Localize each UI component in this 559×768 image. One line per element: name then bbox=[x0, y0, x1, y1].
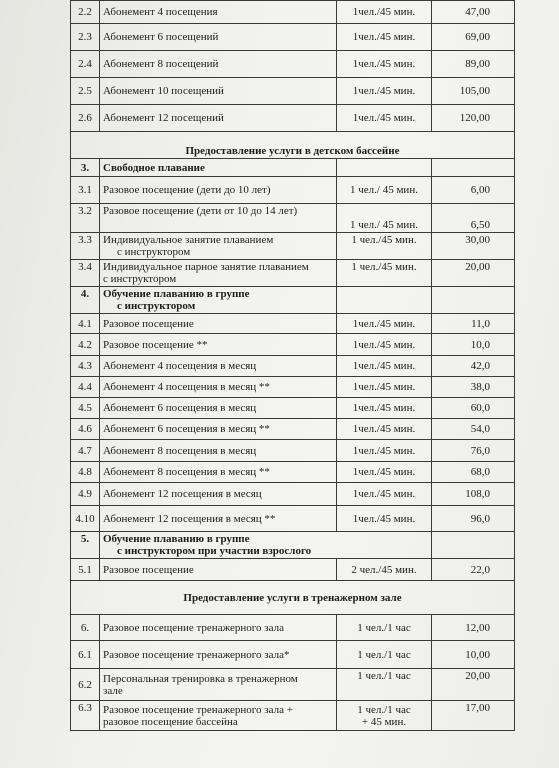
price: 10,0 bbox=[432, 334, 515, 356]
unit: 1чел./45 мин. bbox=[337, 1, 432, 24]
service-name: Абонемент 8 посещения в месяц ** bbox=[100, 462, 337, 483]
price: 120,00 bbox=[432, 105, 515, 132]
unit: 1чел./45 мин. bbox=[337, 24, 432, 51]
service-name: Абонемент 4 посещения в месяц ** bbox=[100, 377, 337, 398]
service-name: Разовое посещение (дети от 10 до 14 лет) bbox=[100, 204, 337, 233]
table-row bbox=[71, 701, 515, 731]
table-row bbox=[71, 233, 515, 260]
row-number: 4.8 bbox=[71, 462, 100, 483]
row-number: 4.2 bbox=[71, 334, 100, 356]
price: 89,00 bbox=[432, 51, 515, 78]
price: 69,00 bbox=[432, 24, 515, 51]
group-title-line2: с инструктором при участии взрослого bbox=[117, 545, 312, 557]
service-name: Абонемент 12 посещений bbox=[100, 105, 337, 132]
price: 76,0 bbox=[432, 440, 515, 462]
unit: 1чел./45 мин. bbox=[337, 483, 432, 506]
row-number: 4.9 bbox=[71, 483, 100, 506]
service-name: Разовое посещение (дети до 10 лет) bbox=[100, 177, 337, 204]
price-table bbox=[70, 0, 515, 731]
service-name: Абонемент 4 посещения bbox=[100, 1, 337, 24]
price: 42,0 bbox=[432, 356, 515, 377]
row-number: 2.4 bbox=[71, 51, 100, 78]
service-name bbox=[100, 669, 337, 701]
table-row bbox=[71, 204, 515, 233]
unit: 1чел./45 мин. bbox=[337, 51, 432, 78]
row-number: 5.1 bbox=[71, 559, 100, 581]
service-name: Абонемент 12 посещения в месяц ** bbox=[100, 506, 337, 532]
unit: 1чел./45 мин. bbox=[337, 462, 432, 483]
service-name: Абонемент 12 посещения в месяц bbox=[100, 483, 337, 506]
price: 47,00 bbox=[432, 1, 515, 24]
service-name: Абонемент 6 посещения в месяц bbox=[100, 398, 337, 419]
empty-cell bbox=[432, 532, 515, 559]
group-title bbox=[100, 287, 337, 314]
row-number: 6.1 bbox=[71, 641, 100, 669]
service-name: Абонемент 8 посещения в месяц bbox=[100, 440, 337, 462]
empty-cell bbox=[432, 159, 515, 177]
price: 60,0 bbox=[432, 398, 515, 419]
unit: 1 чел./1 час bbox=[337, 615, 432, 641]
row-number: 3.2 bbox=[71, 204, 100, 233]
table-row bbox=[71, 398, 515, 419]
service-name-line1: Персональная тренировка в тренажерном bbox=[103, 672, 298, 685]
unit: 1чел./45 мин. bbox=[337, 334, 432, 356]
group-title: Свободное плавание bbox=[100, 159, 337, 177]
price: 22,0 bbox=[432, 559, 515, 581]
price: 108,0 bbox=[432, 483, 515, 506]
table-row bbox=[71, 24, 515, 51]
unit: 1 чел./45 мин. bbox=[337, 260, 432, 287]
unit: 1чел./45 мин. bbox=[337, 506, 432, 532]
price: 10,00 bbox=[432, 641, 515, 669]
group-number: 5. bbox=[71, 532, 100, 559]
table-row bbox=[71, 377, 515, 398]
service-name-line2: зале bbox=[103, 684, 123, 697]
table-row bbox=[71, 177, 515, 204]
empty-cell bbox=[337, 287, 432, 314]
service-name-line2: с инструктором bbox=[103, 273, 177, 285]
unit: 1чел./45 мин. bbox=[337, 105, 432, 132]
table-row bbox=[71, 419, 515, 440]
table-row bbox=[71, 669, 515, 701]
table-row bbox=[71, 641, 515, 669]
price: 20,00 bbox=[432, 260, 515, 287]
row-number: 4.3 bbox=[71, 356, 100, 377]
table-row bbox=[71, 462, 515, 483]
section-row bbox=[71, 581, 515, 615]
table-row bbox=[71, 559, 515, 581]
service-name-line1: Разовое посещение тренажерного зала + bbox=[103, 703, 293, 716]
price: 12,00 bbox=[432, 615, 515, 641]
group-row bbox=[71, 532, 515, 559]
row-number: 6.3 bbox=[71, 701, 100, 731]
group-title-line1: Обучение плаванию в группе bbox=[103, 533, 250, 545]
table-row bbox=[71, 314, 515, 334]
unit: 1чел./45 мин. bbox=[337, 440, 432, 462]
table-row bbox=[71, 334, 515, 356]
price: 105,00 bbox=[432, 78, 515, 105]
row-number: 2.2 bbox=[71, 1, 100, 24]
unit-line1: 1 чел./1 час bbox=[357, 703, 411, 716]
service-name bbox=[100, 260, 337, 287]
service-name-line2: разовое посещение бассейна bbox=[103, 715, 238, 728]
price: 54,0 bbox=[432, 419, 515, 440]
price: 20,00 bbox=[432, 669, 515, 701]
service-name: Абонемент 8 посещений bbox=[100, 51, 337, 78]
table-row bbox=[71, 260, 515, 287]
table-row bbox=[71, 105, 515, 132]
empty-cell bbox=[337, 159, 432, 177]
unit: 1чел./45 мин. bbox=[337, 314, 432, 334]
unit: 1 чел./1 час bbox=[337, 669, 432, 701]
row-number: 4.6 bbox=[71, 419, 100, 440]
service-name bbox=[100, 233, 337, 260]
section-title-gym: Предоставление услуги в тренажерном зале bbox=[71, 581, 515, 615]
unit: 1 чел./1 час bbox=[337, 641, 432, 669]
unit: 1чел./45 мин. bbox=[337, 356, 432, 377]
unit: 1 чел./ 45 мин. bbox=[337, 204, 432, 233]
table-row bbox=[71, 483, 515, 506]
price: 17,00 bbox=[432, 701, 515, 731]
row-number: 2.3 bbox=[71, 24, 100, 51]
unit-line2: + 45 мин. bbox=[361, 715, 407, 728]
service-name-line2: с инструктором bbox=[117, 246, 191, 258]
service-name bbox=[100, 701, 337, 731]
table-row bbox=[71, 356, 515, 377]
row-number: 4.10 bbox=[71, 506, 100, 532]
service-name-line1: Индивидуальное занятие плаванием bbox=[103, 234, 274, 246]
price: 6,00 bbox=[432, 177, 515, 204]
row-number: 6. bbox=[71, 615, 100, 641]
row-number: 3.3 bbox=[71, 233, 100, 260]
table-row bbox=[71, 78, 515, 105]
price: 11,0 bbox=[432, 314, 515, 334]
price: 30,00 bbox=[432, 233, 515, 260]
table-row bbox=[71, 1, 515, 24]
group-title bbox=[100, 532, 432, 559]
group-row bbox=[71, 287, 515, 314]
row-number: 2.6 bbox=[71, 105, 100, 132]
group-number: 4. bbox=[71, 287, 100, 314]
section-row bbox=[71, 132, 515, 159]
service-name: Разовое посещение тренажерного зала* bbox=[100, 641, 337, 669]
service-name: Абонемент 6 посещений bbox=[100, 24, 337, 51]
unit: 1чел./45 мин. bbox=[337, 377, 432, 398]
table-row bbox=[71, 506, 515, 532]
unit: 1 чел./ 45 мин. bbox=[337, 177, 432, 204]
row-number: 3.4 bbox=[71, 260, 100, 287]
service-name: Абонемент 6 посещения в месяц ** bbox=[100, 419, 337, 440]
unit bbox=[337, 701, 432, 731]
unit: 2 чел./45 мин. bbox=[337, 559, 432, 581]
row-number: 4.7 bbox=[71, 440, 100, 462]
service-name: Разовое посещение ** bbox=[100, 334, 337, 356]
price: 38,0 bbox=[432, 377, 515, 398]
group-title-line1: Обучение плаванию в группе bbox=[103, 288, 250, 300]
table-row bbox=[71, 440, 515, 462]
price: 96,0 bbox=[432, 506, 515, 532]
unit: 1чел./45 мин. bbox=[337, 398, 432, 419]
section-title-child-pool: Предоставление услуги в детском бассейне bbox=[71, 132, 515, 159]
table-row bbox=[71, 615, 515, 641]
service-name-line1: Индивидуальное парное занятие плаванием bbox=[103, 261, 309, 273]
group-row bbox=[71, 159, 515, 177]
service-name: Абонемент 10 посещений bbox=[100, 78, 337, 105]
row-number: 4.1 bbox=[71, 314, 100, 334]
service-name: Разовое посещение bbox=[100, 559, 337, 581]
price: 6,50 bbox=[432, 204, 515, 233]
group-number: 3. bbox=[71, 159, 100, 177]
row-number: 6.2 bbox=[71, 669, 100, 701]
service-name: Абонемент 4 посещения в месяц bbox=[100, 356, 337, 377]
row-number: 4.5 bbox=[71, 398, 100, 419]
service-name: Разовое посещение тренажерного зала bbox=[100, 615, 337, 641]
unit: 1чел./45 мин. bbox=[337, 419, 432, 440]
row-number: 3.1 bbox=[71, 177, 100, 204]
service-name: Разовое посещение bbox=[100, 314, 337, 334]
unit: 1 чел./45 мин. bbox=[337, 233, 432, 260]
row-number: 2.5 bbox=[71, 78, 100, 105]
empty-cell bbox=[432, 287, 515, 314]
table-row bbox=[71, 51, 515, 78]
row-number: 4.4 bbox=[71, 377, 100, 398]
unit: 1чел./45 мин. bbox=[337, 78, 432, 105]
price: 68,0 bbox=[432, 462, 515, 483]
group-title-line2: с инструктором bbox=[117, 300, 196, 312]
